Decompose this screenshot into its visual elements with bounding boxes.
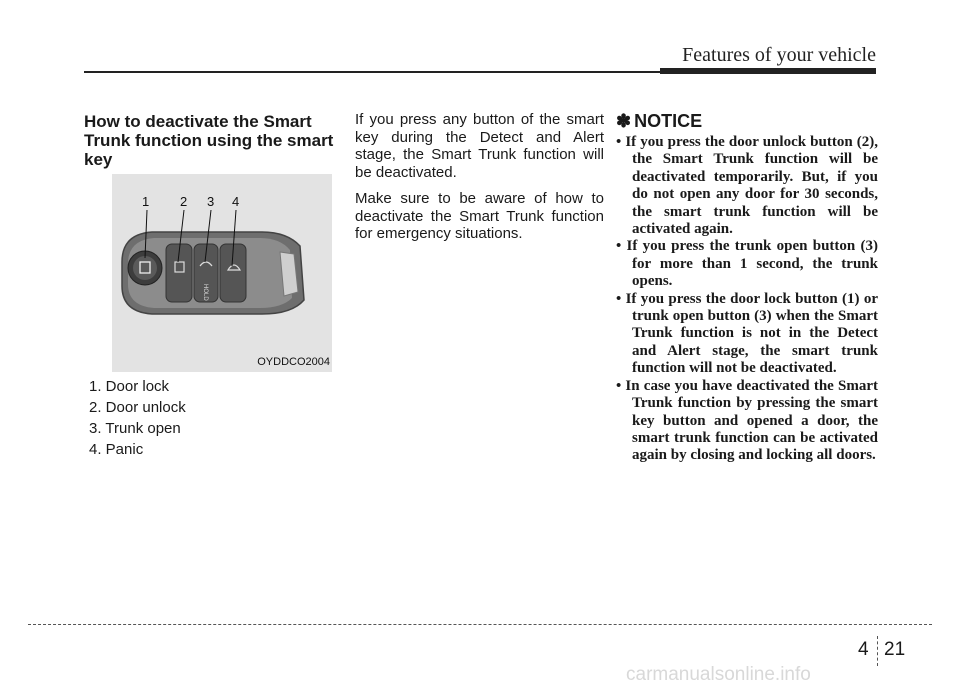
figure-code: OYDDCO2004 (257, 356, 330, 368)
left-column (84, 112, 336, 169)
callout-1: 1 (142, 194, 150, 209)
notice-item: • In case you have deactivated the Smart Trunk function by pressing the smart key button and opened a door, the smart trunk function can be activated again by closing and locking all doors. (616, 377, 878, 464)
callout-4: 4 (232, 194, 240, 209)
footer-divider (877, 636, 878, 666)
hold-label: HOLD (202, 284, 208, 301)
legend-item: 3. Trunk open (89, 420, 181, 437)
notice-mark-icon: ✽ (616, 111, 632, 131)
notice-list (616, 134, 878, 465)
smart-key-illustration (112, 174, 332, 372)
chapter-number: 4 (858, 639, 869, 660)
callout-3: 3 (207, 194, 215, 209)
notice-item: • If you press the door unlock button (2), the Smart Trunk function will be deactivated temporarily. But, if you do not open any door for 30 seconds, the smart trunk function will be activated again. (616, 134, 878, 238)
smart-key-figure (112, 174, 332, 372)
body-paragraph: If you press any button of the smart key during the Detect and Alert stage, the Smart Trunk function will be deactivated. (355, 111, 604, 181)
page-header-title: Features of your vehicle (682, 44, 876, 66)
notice-title: NOTICE (634, 111, 703, 131)
button-legend (89, 376, 186, 460)
legend-item: 4. Panic (89, 441, 144, 458)
watermark: carmanualsonline.info (626, 664, 811, 685)
legend-item: 1. Door lock (89, 378, 170, 395)
footer-rule (28, 624, 932, 625)
page-number: 21 (884, 639, 906, 660)
notice-box (616, 111, 878, 465)
header-rule-accent (660, 68, 876, 74)
legend-item: 2. Door unlock (89, 399, 186, 416)
body-paragraph: Make sure to be aware of how to deactivate the Smart Trunk function for emergency situations. (355, 190, 604, 242)
notice-item: • If you press the door lock button (1) or trunk open button (3) when the Smart Trunk function is not in the Detect and Alert stage, the smart trunk function will not be deactivated. (616, 290, 878, 377)
notice-item: • If you press the trunk open button (3) for more than 1 second, the trunk opens. (616, 238, 878, 290)
callout-2: 2 (180, 194, 188, 209)
section-heading: How to deactivate the Smart Trunk function using the smart key (84, 112, 334, 169)
middle-column (355, 111, 604, 252)
notice-heading (616, 111, 878, 132)
